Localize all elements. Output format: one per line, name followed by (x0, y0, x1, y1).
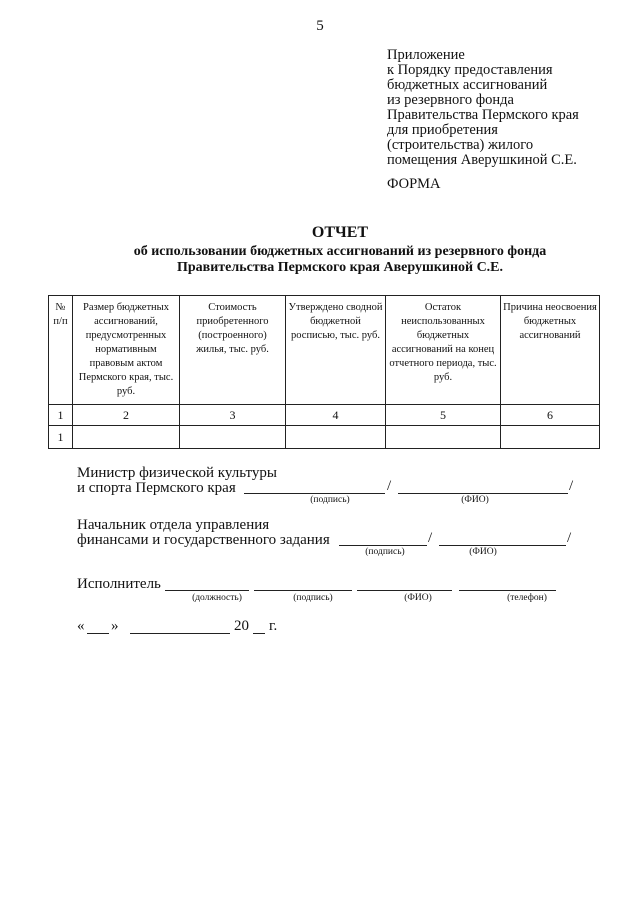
page-number: 5 (316, 18, 324, 34)
date-open-quote: « (77, 618, 85, 634)
appendix-block (387, 48, 627, 168)
executor-name-caption: (ФИО) (404, 593, 432, 603)
minister-title-line-1: Министр физической культуры (77, 465, 277, 481)
head-name-caption: (ФИО) (469, 547, 497, 557)
head-signature-caption: (подпись) (365, 547, 405, 557)
form-label: ФОРМА (387, 176, 441, 192)
table-cell (286, 426, 386, 449)
column-number-cell: 3 (180, 405, 286, 426)
table-cell: 1 (49, 426, 73, 449)
head-title-line-1: Начальник отдела управления (77, 517, 270, 533)
executor-position-line (165, 590, 249, 591)
appendix-line: Правительства Пермского края (387, 107, 579, 123)
appendix-line: помещения Аверушкиной С.Е. (387, 152, 577, 168)
executor-phone-line (459, 590, 556, 591)
table-cell (180, 426, 286, 449)
slash-separator: / (569, 478, 574, 494)
appendix-line: для приобретения (387, 122, 498, 138)
appendix-line: Приложение (387, 47, 465, 63)
executor-phone-caption: (телефон) (507, 593, 547, 603)
head-title-line-2: финансами и государственного задания (77, 532, 330, 548)
date-day-line (87, 633, 109, 634)
header-cell-budget-size: Размер бюджетных ассигнований, предусмотренных нормативным правовым актом Пермского края, тыс. руб. (73, 296, 180, 405)
slash-separator: / (567, 530, 572, 546)
appendix-line: бюджетных ассигнований (387, 77, 548, 93)
executor-position-caption: (должность) (192, 593, 242, 603)
slash-separator: / (387, 478, 392, 494)
date-year-prefix: 20 (234, 618, 249, 634)
date-year-suffix: г. (269, 618, 278, 634)
date-year-line (253, 633, 265, 634)
slash-separator: / (428, 530, 433, 546)
head-title (77, 518, 330, 548)
header-cell-approved: Утверждено сводной бюджетной росписью, тыс. руб. (286, 296, 386, 405)
column-number-cell: 5 (386, 405, 501, 426)
minister-title-line-2: и спорта Пермского края (77, 480, 236, 496)
table-column-numbers-row (49, 405, 600, 426)
table-cell (501, 426, 600, 449)
report-table (48, 295, 600, 449)
report-title: ОТЧЕТ (311, 224, 369, 241)
minister-name-line (398, 493, 568, 494)
table-cell (73, 426, 180, 449)
appendix-line: из резервного фонда (387, 92, 514, 108)
report-subtitle (60, 244, 620, 276)
table-cell (386, 426, 501, 449)
executor-signature-caption: (подпись) (293, 593, 333, 603)
minister-signature-line (244, 493, 385, 494)
table-header-row (49, 296, 600, 405)
executor-signature-line (254, 590, 352, 591)
appendix-line: к Порядку предоставления (387, 62, 553, 78)
appendix-line: (строительства) жилого (387, 137, 534, 153)
column-number-cell: 4 (286, 405, 386, 426)
minister-signature-caption: (подпись) (310, 495, 350, 505)
table-row (49, 426, 600, 449)
subtitle-line-1: об использовании бюджетных ассигнований из резервного фонда (133, 244, 547, 259)
minister-title (77, 466, 277, 496)
executor-label: Исполнитель (77, 576, 161, 592)
date-close-quote: » (111, 618, 119, 634)
subtitle-line-2: Правительства Пермского края Аверушкиной С.Е. (176, 260, 504, 275)
header-cell-number: № п/п (49, 296, 73, 405)
column-number-cell: 2 (73, 405, 180, 426)
column-number-cell: 1 (49, 405, 73, 426)
head-name-line (439, 545, 566, 546)
column-number-cell: 6 (501, 405, 600, 426)
header-cell-remainder: Остаток неиспользованных бюджетных ассигнований на конец отчетного периода, тыс. руб. (386, 296, 501, 405)
executor-name-line (357, 590, 452, 591)
header-cell-reason: Причина неосвоения бюджетных ассигнований (501, 296, 600, 405)
header-cell-housing-cost: Стоимость приобретенного (построенного) жилья, тыс. руб. (180, 296, 286, 405)
minister-name-caption: (ФИО) (461, 495, 489, 505)
head-signature-line (339, 545, 427, 546)
date-month-line (130, 633, 230, 634)
